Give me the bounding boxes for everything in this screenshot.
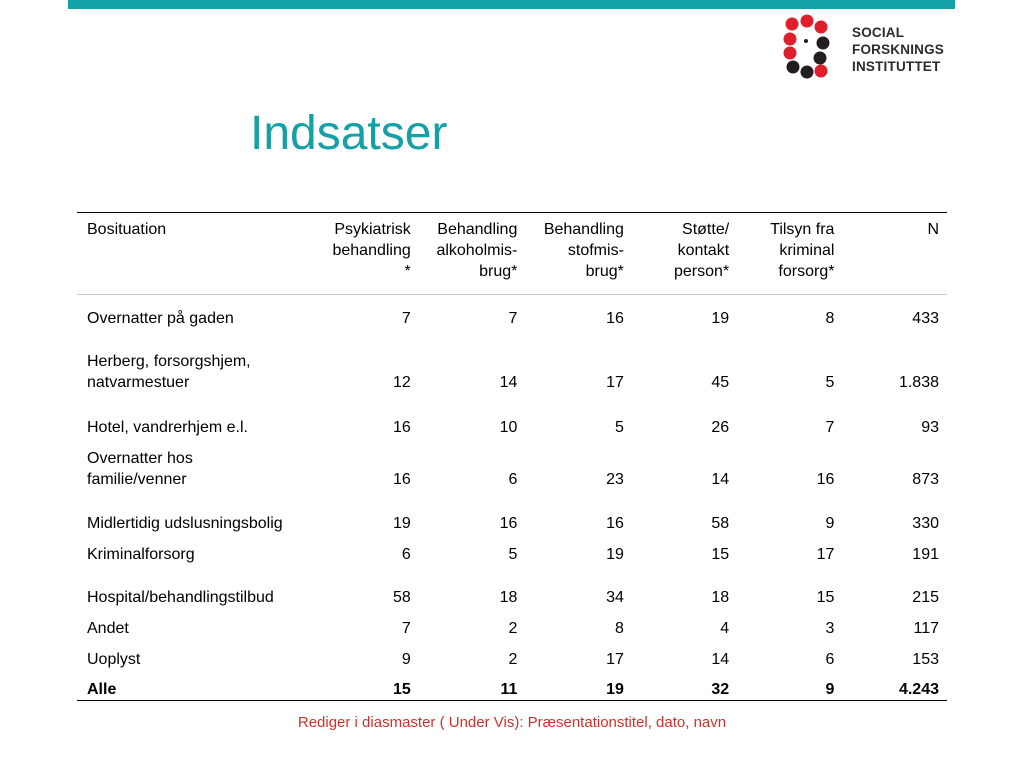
table-cell: 5 [508,545,518,563]
table-cell: 11 [500,681,518,698]
row-label-line: Alle [87,681,117,698]
row-label-line: familie/venner [87,470,187,488]
top-accent-bar [68,0,955,9]
table-cell: 4 [720,619,730,637]
table-cell: 8 [614,619,624,637]
column-header [737,213,842,295]
row-label-line: Uoplyst [87,650,141,668]
table-cell: 5 [614,418,624,436]
table-cell: 16 [392,470,411,488]
data-table [77,212,947,701]
row-label [77,438,312,490]
table-cell: 58 [392,588,411,606]
header-line: stofmis- [567,242,624,259]
row-label-line: Overnatter på gaden [87,309,234,327]
table-cell: 2 [508,650,518,668]
table-cell: 12 [392,373,411,391]
table-cell: 14 [499,373,518,391]
table-cell: 9 [825,514,835,532]
header-line: Tilsyn fra [770,221,835,238]
table-row [77,329,947,393]
table-cell: 15 [816,588,835,606]
table-cell: 18 [499,588,518,606]
footer-text: Rediger i diasmaster ( Under Vis): Præsentationstitel, dato, navn [297,714,727,731]
header-line: behandling [332,242,411,259]
table-row [77,490,947,534]
table-cell: 330 [912,514,939,532]
table-cell: 14 [711,650,730,668]
row-label-line: Overnatter hos [87,449,193,467]
table-cell: 117 [913,619,939,637]
table-row [77,639,947,670]
table-cell: 433 [912,309,939,327]
table-cell: 6 [825,650,835,668]
column-header [77,213,312,295]
table-cell: 26 [711,418,730,436]
slide-title: Indsatser [250,107,448,160]
table-cell: 9 [401,650,411,668]
table-cell: 1.838 [898,373,939,391]
table-body [77,295,947,701]
table-row [77,670,947,701]
row-label-line: Herberg, forsorgshjem, [87,352,251,370]
table-cell: 34 [606,588,624,606]
table-cell: 93 [921,418,939,436]
logo-line: SOCIAL [852,25,905,40]
table-cell: 16 [816,470,835,488]
logo-dot [815,65,828,78]
table-cell: 8 [825,309,835,327]
logo-dot [784,47,797,60]
row-label [77,295,312,329]
table-cell: 19 [711,309,730,327]
logo-line: FORSKNINGS [852,42,945,57]
column-header [632,213,737,295]
table-cell: 4.243 [898,681,939,698]
table-cell: 19 [606,681,624,698]
table-row [77,438,947,490]
header-line: N [927,221,939,238]
row-label [77,490,312,534]
logo-dot [817,37,830,50]
table-cell: 215 [912,588,939,606]
header-line: * [404,263,411,280]
table-cell: 3 [825,619,835,637]
header-line: brug* [479,263,518,280]
logo-dot [815,21,828,34]
table-cell: 16 [392,418,411,436]
table-cell: 2 [508,619,518,637]
table-cell: 7 [508,309,518,327]
table-cell: 32 [711,681,730,698]
table-cell: 7 [401,619,411,637]
row-label [77,534,312,565]
table-cell: 16 [499,514,518,532]
header-line: person* [674,263,730,280]
row-label [77,670,312,701]
sfi-logo-icon [780,14,832,84]
column-header [312,213,418,295]
table-cell: 191 [912,545,939,563]
table-cell: 14 [711,470,730,488]
column-header [419,213,526,295]
column-header [842,213,947,295]
row-label-line: Andet [87,619,129,637]
table-row [77,534,947,565]
row-label [77,608,312,639]
table-row [77,565,947,608]
header-line: brug* [585,263,624,280]
table-cell: 15 [711,545,730,563]
logo-dot [786,18,799,31]
table-cell: 17 [606,650,624,668]
row-label-line: Kriminalforsorg [87,545,195,563]
logo-dot [801,66,814,79]
row-label [77,639,312,670]
header-line: kontakt [677,242,730,259]
table-cell: 16 [606,309,624,327]
table-cell: 17 [816,545,835,563]
logo-dot [814,52,827,65]
table-row [77,608,947,639]
logo-dot [801,15,814,28]
table-cell: 58 [711,514,730,532]
table-cell: 18 [711,588,730,606]
table-cell: 16 [606,514,624,532]
logo-dot [784,33,797,46]
table-cell: 6 [401,545,411,563]
table-row [77,295,947,329]
row-label [77,565,312,608]
logo-text [852,24,944,75]
header-line: alkoholmis- [436,242,518,259]
table-cell: 7 [825,418,835,436]
table-cell: 9 [825,681,835,698]
header-line: forsorg* [778,263,835,280]
row-label [77,329,312,393]
table-cell: 6 [508,470,518,488]
table-cell: 10 [499,418,518,436]
table-cell: 23 [606,470,624,488]
logo-line: INSTITUTTET [852,59,941,74]
header-line: Behandling [543,221,624,238]
row-label-line: Midlertidig udslusningsbolig [87,514,283,532]
row-label-line: Hospital/behandlingstilbud [87,588,274,606]
table-cell: 17 [606,373,624,391]
logo-dot [804,39,808,43]
header-line: Støtte/ [682,221,730,238]
table-header-row [77,213,947,295]
table-cell: 19 [392,514,411,532]
table-row [77,393,947,438]
header-line: Bosituation [87,221,167,238]
table-cell: 7 [401,309,411,327]
table-cell: 153 [912,650,939,668]
row-label-line: natvarmestuer [87,373,190,391]
table-cell: 15 [392,681,411,698]
table-cell: 45 [711,373,730,391]
table-cell: 873 [912,470,939,488]
header-line: kriminal [779,242,835,259]
row-label-line: Hotel, vandrerhjem e.l. [87,418,248,436]
header-line: Behandling [437,221,518,238]
row-label [77,393,312,438]
header-line: Psykiatrisk [334,221,411,238]
table-cell: 19 [606,545,624,563]
table-cell: 5 [825,373,835,391]
logo-dot [787,61,800,74]
column-header [525,213,632,295]
